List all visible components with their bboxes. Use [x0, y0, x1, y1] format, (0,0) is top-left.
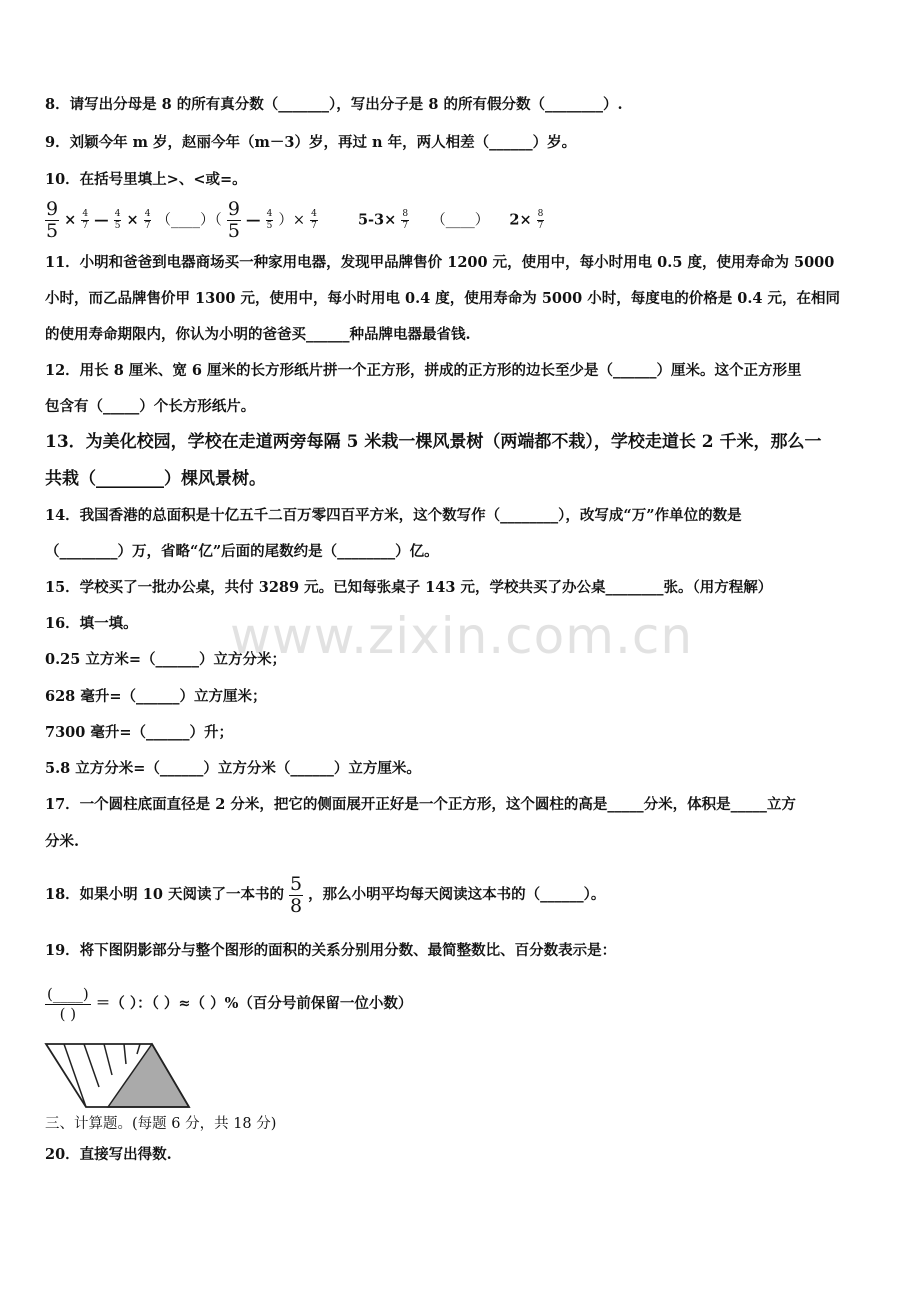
answer-blank: （____）	[431, 212, 490, 229]
denominator: 7	[311, 221, 317, 231]
numerator-blank: (____)	[47, 984, 89, 1003]
operator: —	[94, 211, 109, 229]
numerator: 4	[144, 209, 151, 219]
question-18-text: 18．如果小明 10 天阅读了一本书的	[45, 886, 284, 903]
question-8: 8．请写出分母是 8 的所有真分数（_______），写出分子是 8 的所有假分数（________）.	[45, 96, 623, 113]
operator: —	[246, 211, 261, 229]
denominator: 8	[290, 894, 303, 917]
fraction	[266, 210, 274, 231]
question-10: 10．在括号里填上>、<或=。	[45, 171, 247, 188]
question-12-line-2: 包含有（_____）个长方形纸片。	[45, 398, 256, 415]
numerator: 4	[266, 209, 273, 219]
operator: ×	[64, 211, 77, 229]
numerator: 9	[46, 198, 59, 220]
denominator: 7	[537, 221, 544, 231]
denominator: 7	[402, 221, 409, 231]
denominator: 7	[144, 221, 151, 231]
answer-blank: （____）（	[156, 212, 222, 229]
question-11-line-1: 11．小明和爸爸到电器商场买一种家用电器，发现甲品牌售价 1200 元，使用中，每小时用电 0.5 度，使用寿命为 5000	[45, 254, 835, 271]
question-15: 15．学校买了一批办公桌，共付 3289 元。已知每张桌子 143 元，学校共买了办公桌________张。（用方程解）	[45, 579, 773, 596]
expression-text: 5-3×	[357, 211, 397, 229]
section-3-heading: 三、计算题。(每题 6 分，共 18 分)	[45, 1116, 277, 1132]
fraction	[289, 872, 303, 917]
question-18-text: ，那么小明平均每天阅读这本书的（______）。	[308, 886, 606, 903]
fraction	[114, 210, 122, 231]
question-16-d: 5.8 立方分米=（______）立方分米（______）立方厘米。	[45, 760, 421, 777]
denominator-blank: ( )	[59, 1004, 77, 1023]
question-11-line-3: 的使用寿命期限内，你认为小明的爸爸买______种品牌电器最省钱.	[45, 326, 471, 343]
parallelogram-figure	[44, 1042, 194, 1108]
numerator: 8	[402, 209, 409, 219]
fraction	[401, 210, 409, 231]
question-18	[45, 873, 876, 917]
question-16-a: 0.25 立方米=（______）立方分米；	[45, 651, 287, 668]
fraction	[537, 210, 545, 231]
question-14-line-1: 14．我国香港的总面积是十亿五千二百万零四百平方米，这个数写作（________），改写成“万”作单位的数是	[45, 507, 742, 524]
denominator: 5	[266, 221, 273, 231]
watermark: www.zixin.com.cn	[230, 607, 694, 665]
question-19-answer	[45, 978, 876, 1030]
numerator: 5	[290, 872, 303, 895]
fraction	[81, 210, 89, 231]
question-11-line-2: 小时，而乙品牌售价甲 1300 元，使用中，每小时用电 0.4 度，使用寿命为 5000 小时，每度电的价格是 0.4 元，在相同	[45, 290, 841, 307]
answer-ratio-text: ＝（ ）：（ ）≈（ ）%（百分号前保留一位小数）	[95, 995, 413, 1012]
fraction	[227, 200, 241, 241]
question-13-line-2: 共栽（________）棵风景树。	[45, 469, 266, 489]
question-16-b: 628 毫升=（______）立方厘米；	[45, 688, 267, 705]
denominator: 7	[82, 221, 89, 231]
question-10-expressions	[45, 200, 876, 240]
question-12-line-1: 12．用长 8 厘米、宽 6 厘米的长方形纸片拼一个正方形，拼成的正方形的边长至少是（______）厘米。这个正方形里	[45, 362, 802, 379]
numerator: 4	[311, 209, 317, 219]
fraction	[144, 210, 152, 231]
question-20: 20．直接写出得数.	[45, 1146, 172, 1163]
question-16: 16．填一填。	[45, 615, 138, 632]
expression-text: 2×	[509, 211, 532, 229]
operator: ）×	[278, 212, 306, 229]
question-13-line-1: 13．为美化校园，学校在走道两旁每隔 5 米栽一棵风景树（两端都不栽），学校走道长 2 千米，那么一	[45, 432, 822, 452]
question-19: 19．将下图阴影部分与整个图形的面积的关系分别用分数、最简整数比、百分数表示是：	[45, 942, 617, 959]
question-16-c: 7300 毫升=（______）升；	[45, 724, 234, 741]
numerator: 4	[114, 209, 121, 219]
question-17-line-2: 分米.	[45, 833, 80, 850]
numerator: 9	[227, 198, 240, 220]
fraction	[45, 200, 59, 241]
fraction	[310, 210, 318, 231]
shaded-triangle	[108, 1044, 189, 1107]
denominator: 5	[46, 220, 59, 242]
denominator: 5	[227, 220, 240, 242]
answer-fraction	[45, 984, 91, 1023]
numerator: 4	[82, 209, 89, 219]
operator: ×	[126, 211, 139, 229]
question-9: 9．刘颖今年 m 岁，赵丽今年（m－3）岁，再过 n 年，两人相差（______）岁。	[45, 134, 577, 151]
question-17-line-1: 17．一个圆柱底面直径是 2 分米，把它的侧面展开正好是一个正方形，这个圆柱的高是_____分米，体积是_____立方	[45, 796, 796, 813]
numerator: 8	[537, 209, 544, 219]
denominator: 5	[114, 221, 121, 231]
question-14-line-2: （________）万，省略“亿”后面的尾数约是（________）亿。	[45, 543, 439, 560]
